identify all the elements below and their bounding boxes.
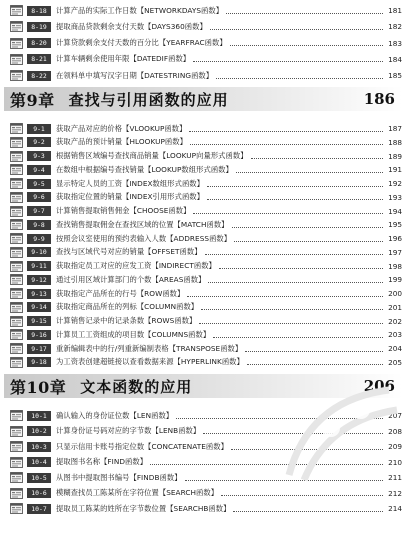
entry-title: 在领料单中填写汉字日期【DATESTRING函数】 — [56, 70, 214, 80]
entry-page: 205 — [388, 357, 402, 367]
toc-entry[interactable] — [10, 53, 402, 66]
entry-code: 10-2 — [27, 426, 51, 436]
toc-entry[interactable] — [10, 122, 402, 135]
entry-title: 只显示信用卡账号指定位数【CONCATENATE函数】 — [56, 441, 228, 451]
dot-leader — [207, 185, 383, 187]
dot-leader — [185, 479, 383, 481]
chapter-number: 第9章 — [10, 90, 55, 110]
spreadsheet-window-icon — [10, 441, 23, 452]
entry-title: 计算贷款剩余支付天数的百分比【YEARFRAC函数】 — [56, 38, 227, 48]
entry-title: 通过引用区域计算部门的个数【AREAS函数】 — [56, 274, 206, 284]
spreadsheet-window-icon — [10, 488, 23, 499]
toc-entry[interactable] — [10, 177, 402, 190]
entry-page: 212 — [388, 488, 402, 498]
dot-leader — [233, 510, 383, 512]
entry-title: 重新编辑表中的行/列重新编制表格【TRANSPOSE函数】 — [56, 343, 243, 353]
toc-entry[interactable] — [10, 260, 402, 273]
entry-code: 9-13 — [27, 289, 51, 299]
toc-entry[interactable] — [10, 150, 402, 163]
spreadsheet-window-icon — [10, 123, 23, 134]
entry-code: 9-12 — [27, 275, 51, 285]
entry-code: 9-16 — [27, 330, 51, 340]
entry-page: 195 — [388, 220, 402, 230]
chapter-title: 文本函数的应用 — [80, 377, 193, 396]
entry-title: 获取指定商品所在的列标【COLUMN函数】 — [56, 302, 199, 312]
entry-code: 9-4 — [27, 165, 51, 175]
toc-entry[interactable] — [10, 136, 402, 149]
entry-title: 获取指定员工对应的应发工资【INDIRECT函数】 — [56, 261, 216, 270]
dot-leader — [245, 350, 383, 352]
spreadsheet-window-icon — [10, 410, 23, 421]
spreadsheet-window-icon — [10, 192, 23, 203]
dot-leader — [221, 494, 383, 496]
toc-entry[interactable] — [10, 502, 402, 515]
spreadsheet-window-icon — [10, 38, 23, 49]
entry-title: 计算身份证号码对应的字节数【LENB函数】 — [56, 426, 201, 435]
chapter-9-header — [4, 87, 403, 111]
entry-page: 191 — [388, 165, 402, 175]
toc-entry[interactable] — [10, 315, 402, 328]
spreadsheet-window-icon — [10, 302, 23, 313]
chapter-number: 第10章 — [10, 377, 67, 397]
entry-code: 9-18 — [27, 357, 51, 367]
entry-title: 获取指定产品所在的行号【ROW函数】 — [56, 288, 185, 298]
entry-page: 199 — [388, 275, 402, 285]
chapter-page: 206 — [363, 377, 395, 395]
spreadsheet-window-icon — [10, 261, 23, 272]
spreadsheet-window-icon — [10, 233, 23, 244]
dot-leader — [208, 281, 383, 283]
spreadsheet-window-icon — [10, 70, 23, 81]
spreadsheet-window-icon — [10, 343, 23, 354]
dot-leader — [226, 12, 383, 14]
dot-leader — [193, 60, 383, 62]
spreadsheet-window-icon — [10, 503, 23, 514]
spreadsheet-window-icon — [10, 151, 23, 162]
dot-leader — [189, 130, 383, 132]
entry-code: 10-4 — [27, 457, 51, 467]
entry-title: 计算员工工资组成的项目数【COLUMNS函数】 — [56, 329, 211, 339]
entry-page: 203 — [388, 330, 402, 340]
entry-code: 9-9 — [27, 234, 51, 244]
dot-leader — [210, 28, 383, 30]
dot-leader — [234, 240, 383, 242]
spreadsheet-window-icon — [10, 164, 23, 175]
toc-entry[interactable] — [10, 328, 402, 341]
entry-title: 计算产品的实际工作日数【NETWORKDAYS函数】 — [56, 5, 224, 15]
entry-page: 193 — [388, 192, 402, 202]
entry-page: 185 — [388, 71, 402, 81]
entry-code: 10-3 — [27, 442, 51, 452]
entry-code: 9-8 — [27, 220, 51, 230]
toc-entry[interactable] — [10, 440, 402, 453]
entry-code: 9-6 — [27, 192, 51, 202]
entry-code: 9-5 — [27, 179, 51, 189]
spreadsheet-window-icon — [10, 247, 23, 258]
toc-entry[interactable] — [10, 246, 402, 259]
dot-leader — [205, 253, 383, 255]
toc-entry[interactable] — [10, 232, 402, 245]
spreadsheet-window-icon — [10, 5, 23, 16]
entry-code: 9-3 — [27, 151, 51, 161]
dot-leader — [150, 463, 383, 465]
toc-entry[interactable] — [10, 471, 402, 484]
entry-page: 210 — [388, 457, 402, 467]
entry-title: 在数组中根据编号查找销量【LOOKUP数组形式函数】 — [56, 164, 233, 174]
entry-title: 按照会议室使用的预约表输入人数【ADDRESS函数】 — [56, 233, 232, 243]
entry-code: 9-15 — [27, 316, 51, 326]
toc-entry[interactable] — [10, 356, 402, 369]
dot-leader — [199, 322, 383, 324]
spreadsheet-window-icon — [10, 316, 23, 327]
dot-leader — [201, 308, 383, 310]
toc-entry[interactable] — [10, 191, 402, 204]
toc-entry[interactable] — [10, 4, 402, 17]
entry-page: 183 — [388, 38, 402, 48]
entry-page: 181 — [388, 6, 402, 15]
toc-entry[interactable] — [10, 69, 402, 82]
entry-title: 提取商品贷款剩余支付天数【DAYS360函数】 — [56, 21, 207, 31]
dot-leader — [213, 336, 383, 338]
dot-leader — [193, 212, 383, 214]
dot-leader — [230, 44, 383, 46]
entry-page: 198 — [388, 261, 402, 271]
dot-leader — [190, 143, 383, 145]
entry-title: 从图书中提取图书编号【FINDB函数】 — [56, 472, 182, 482]
dot-leader — [236, 171, 383, 173]
dot-leader — [207, 198, 383, 200]
entry-page: 184 — [388, 54, 402, 64]
entry-title: 计算销售记录中的记录条数【ROWS函数】 — [56, 316, 197, 325]
entry-title: 获取指定位置的销量【INDEX引用形式函数】 — [56, 192, 204, 202]
toc-entry[interactable] — [10, 287, 402, 300]
entry-page: 187 — [388, 124, 402, 133]
entry-code: 9-17 — [27, 344, 51, 354]
entry-page: 196 — [388, 234, 402, 243]
dot-leader — [247, 363, 383, 365]
entry-code: 8-20 — [27, 38, 51, 48]
entry-title: 根据销售区域编号查找商品销量【LOOKUP向量形式函数】 — [56, 151, 248, 160]
entry-code: 8-21 — [27, 54, 51, 64]
entry-page: 188 — [388, 137, 402, 147]
entry-code: 10-6 — [27, 488, 51, 498]
entry-code: 8-19 — [27, 22, 51, 32]
chapter-page: 186 — [363, 90, 395, 108]
entry-page: 200 — [388, 289, 402, 298]
spreadsheet-window-icon — [10, 288, 23, 299]
chapter-10-header — [4, 374, 403, 398]
toc-entry[interactable] — [10, 301, 402, 314]
entry-code: 9-10 — [27, 247, 51, 257]
dot-leader — [203, 432, 383, 434]
entry-page: 202 — [388, 316, 402, 326]
dot-leader — [232, 226, 383, 228]
entry-title: 为工资表创建超链接以查看数据来源【HYPERLINK函数】 — [56, 357, 244, 367]
spreadsheet-window-icon — [10, 21, 23, 32]
entry-title: 计算销售提取销售佣金【CHOOSE函数】 — [56, 206, 191, 215]
entry-page: 201 — [388, 302, 402, 312]
dot-leader — [216, 77, 383, 79]
dot-leader — [176, 417, 383, 419]
entry-page: 211 — [388, 473, 402, 482]
entry-page: 204 — [388, 344, 402, 353]
entry-page: 182 — [388, 22, 402, 32]
entry-title: 查找销售提取佣金在查找区域的位置【MATCH函数】 — [56, 219, 229, 229]
entry-title: 显示特定人员的工资【INDEX数组形式函数】 — [56, 178, 204, 188]
entry-page: 214 — [388, 504, 402, 513]
entry-code: 10-1 — [27, 411, 51, 421]
entry-page: 194 — [388, 206, 402, 216]
entry-page: 189 — [388, 151, 402, 161]
entry-title: 提取员工陈某的姓所在字节数位置【SEARCHB函数】 — [56, 503, 231, 513]
toc-entry[interactable] — [10, 218, 402, 231]
dot-leader — [251, 157, 383, 159]
toc-entry[interactable] — [10, 342, 402, 355]
toc-entry[interactable] — [10, 456, 402, 469]
entry-page: 192 — [388, 179, 402, 188]
entry-code: 8-22 — [27, 71, 51, 81]
entry-title: 获取产品对应的价格【VLOOKUP函数】 — [56, 123, 187, 133]
toc-entry[interactable] — [10, 273, 402, 286]
spreadsheet-window-icon — [10, 178, 23, 189]
entry-code: 9-14 — [27, 302, 51, 312]
toc-entry[interactable] — [10, 163, 402, 176]
spreadsheet-window-icon — [10, 426, 23, 437]
entry-page: 197 — [388, 247, 402, 257]
spreadsheet-window-icon — [10, 206, 23, 217]
toc-entry[interactable] — [10, 409, 402, 422]
entry-page: 207 — [388, 411, 402, 420]
toc-entry[interactable] — [10, 37, 402, 50]
entry-title: 提取图书名称【FIND函数】 — [56, 457, 148, 466]
toc-entry[interactable] — [10, 205, 402, 218]
entry-code: 10-7 — [27, 504, 51, 514]
spreadsheet-window-icon — [10, 457, 23, 468]
entry-title: 模糊查找员工陈某所在字符位置【SEARCH函数】 — [56, 488, 219, 497]
toc-entry[interactable] — [10, 20, 402, 33]
toc-entry[interactable] — [10, 425, 402, 438]
spreadsheet-window-icon — [10, 472, 23, 483]
entry-title: 获取产品的预计销量【HLOOKUP函数】 — [56, 137, 187, 147]
spreadsheet-window-icon — [10, 137, 23, 148]
dot-leader — [231, 448, 383, 450]
toc-entry[interactable] — [10, 487, 402, 500]
spreadsheet-window-icon — [10, 54, 23, 65]
spreadsheet-window-icon — [10, 274, 23, 285]
spreadsheet-window-icon — [10, 219, 23, 230]
dot-leader — [187, 295, 383, 297]
spreadsheet-window-icon — [10, 357, 23, 368]
entry-title: 查找与区域代号对应的销量【OFFSET函数】 — [56, 247, 202, 257]
entry-page: 209 — [388, 442, 402, 451]
entry-title: 计算车辆剩余使用年限【DATEDIF函数】 — [56, 54, 191, 64]
entry-code: 10-5 — [27, 473, 51, 483]
entry-title: 确认输入的身份证位数【LEN函数】 — [56, 410, 174, 420]
entry-code: 8-18 — [27, 6, 51, 16]
dot-leader — [219, 267, 383, 269]
entry-code: 9-11 — [27, 261, 51, 271]
spreadsheet-window-icon — [10, 329, 23, 340]
entry-code: 9-7 — [27, 206, 51, 216]
entry-code: 9-2 — [27, 137, 51, 147]
entry-page: 208 — [388, 426, 402, 436]
entry-code: 9-1 — [27, 124, 51, 134]
chapter-title: 查找与引用函数的应用 — [68, 90, 229, 109]
